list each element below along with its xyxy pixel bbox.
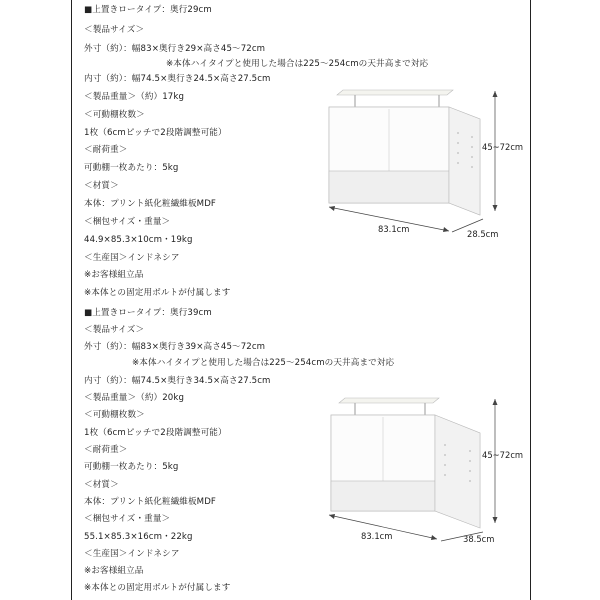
- spec-line: ※お客様組立品: [84, 566, 144, 576]
- spec-line: 外寸（約）：幅83×奥行き29×高さ45～72cm: [84, 44, 266, 54]
- spec-line: ＜製品サイズ＞: [84, 325, 145, 335]
- depth-dimension: 28.5cm: [467, 229, 499, 239]
- spec-line: 可動棚一枚あたり：5kg: [84, 462, 179, 472]
- section-title: ■上置きロータイプ：奥行29cm: [84, 5, 212, 15]
- spec-line: ＜製品サイズ＞: [84, 25, 145, 35]
- spec-line: 本体：プリント紙化粧繊維板MDF: [84, 199, 216, 209]
- spec-line: ＜可動棚枚数＞: [84, 410, 145, 420]
- spec-line: 本体：プリント紙化粧繊維板MDF: [84, 497, 216, 507]
- spec-line: 1枚（6cmピッチで2段階調整可能）: [84, 428, 227, 438]
- section-title: ■上置きロータイプ：奥行39cm: [84, 308, 212, 318]
- spec-line: 内寸（約）：幅74.5×奥行き24.5×高さ27.5cm: [84, 74, 271, 84]
- spec-line: ＜製品重量＞（約）20kg: [84, 393, 185, 403]
- spec-line: ＜生産国＞インドネシア: [84, 253, 180, 263]
- spec-line: ＜材質＞: [84, 480, 119, 490]
- cabinet-illustration-29cm: [315, 85, 530, 245]
- spec-line: ＜梱包サイズ・重量＞: [84, 217, 171, 227]
- spec-line: ＜生産国＞インドネシア: [84, 549, 180, 559]
- spec-line: ＜材質＞: [84, 181, 119, 191]
- height-dimension: 45~72cm: [482, 142, 524, 152]
- cabinet-illustration-39cm: [315, 393, 530, 553]
- spec-line: 内寸（約）：幅74.5×奥行き34.5×高さ27.5cm: [84, 376, 271, 386]
- spec-line: ※本体との固定用ボルトが付属します: [84, 288, 231, 298]
- spec-line: 1枚（6cmピッチで2段階調整可能）: [84, 128, 227, 138]
- spec-line: ＜製品重量＞（約）17kg: [84, 92, 185, 102]
- spec-line: ＜可動棚枚数＞: [84, 110, 145, 120]
- spec-note: ※本体ハイタイプと使用した場合は225～254cmの天井高まで対応: [132, 358, 395, 368]
- spec-line: ＜梱包サイズ・重量＞: [84, 514, 171, 524]
- spec-note: ※本体ハイタイプと使用した場合は225～254cmの天井高まで対応: [166, 59, 429, 69]
- spec-line: ※本体との固定用ボルトが付属します: [84, 583, 231, 593]
- height-dimension: 45~72cm: [482, 450, 524, 460]
- spec-line: 44.9×85.3×10cm・19kg: [84, 235, 193, 245]
- depth-dimension: 38.5cm: [463, 534, 495, 544]
- spec-line: 可動棚一枚あたり：5kg: [84, 163, 179, 173]
- spec-line: 外寸（約）：幅83×奥行き39×高さ45～72cm: [84, 342, 266, 352]
- width-dimension: 83.1cm: [378, 224, 410, 234]
- spec-line: 55.1×85.3×16cm・22kg: [84, 532, 193, 542]
- spec-line: ※お客様組立品: [84, 270, 144, 280]
- width-dimension: 83.1cm: [361, 531, 393, 541]
- spec-line: ＜耐荷重＞: [84, 445, 128, 455]
- spec-line: ＜耐荷重＞: [84, 145, 128, 155]
